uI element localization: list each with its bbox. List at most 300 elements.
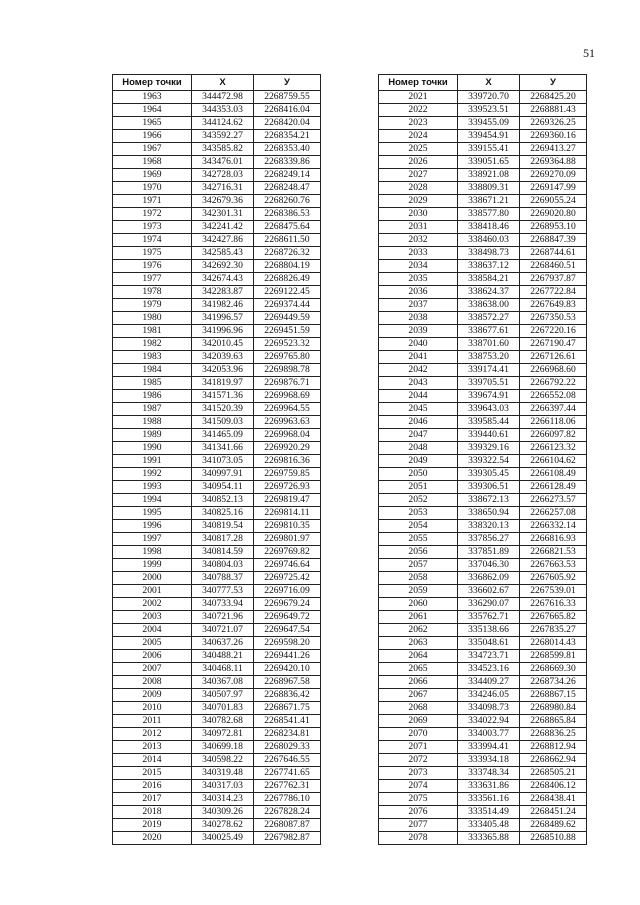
cell-x: 336862.09 bbox=[458, 572, 520, 585]
table-row bbox=[113, 559, 321, 572]
cell-point-number: 1993 bbox=[113, 481, 192, 494]
cell-x: 337046.30 bbox=[458, 559, 520, 572]
cell-x: 337856.27 bbox=[458, 533, 520, 546]
cell-point-number: 2039 bbox=[379, 325, 458, 338]
table-row bbox=[379, 403, 587, 416]
table-row bbox=[113, 273, 321, 286]
table-row bbox=[113, 468, 321, 481]
table-row bbox=[379, 741, 587, 754]
cell-point-number: 1963 bbox=[113, 91, 192, 104]
cell-x: 341465.09 bbox=[192, 429, 254, 442]
header-y: У bbox=[254, 75, 321, 91]
table-row bbox=[379, 611, 587, 624]
cell-y: 2266118.06 bbox=[520, 416, 587, 429]
cell-point-number: 2067 bbox=[379, 689, 458, 702]
cell-point-number: 1979 bbox=[113, 299, 192, 312]
cell-x: 340804.03 bbox=[192, 559, 254, 572]
table-row bbox=[113, 195, 321, 208]
table-row bbox=[113, 494, 321, 507]
cell-x: 336290.07 bbox=[458, 598, 520, 611]
cell-point-number: 2004 bbox=[113, 624, 192, 637]
cell-point-number: 2025 bbox=[379, 143, 458, 156]
table-row bbox=[113, 260, 321, 273]
cell-point-number: 2008 bbox=[113, 676, 192, 689]
cell-y: 2269679.24 bbox=[254, 598, 321, 611]
cell-x: 339720.70 bbox=[458, 91, 520, 104]
cell-point-number: 2021 bbox=[379, 91, 458, 104]
cell-point-number: 1989 bbox=[113, 429, 192, 442]
cell-y: 2266792.22 bbox=[520, 377, 587, 390]
cell-x: 340278.62 bbox=[192, 819, 254, 832]
cell-y: 2267937.87 bbox=[520, 273, 587, 286]
cell-point-number: 2063 bbox=[379, 637, 458, 650]
cell-point-number: 2037 bbox=[379, 299, 458, 312]
cell-x: 342039.63 bbox=[192, 351, 254, 364]
cell-x: 341996.57 bbox=[192, 312, 254, 325]
cell-x: 335048.61 bbox=[458, 637, 520, 650]
cell-point-number: 2041 bbox=[379, 351, 458, 364]
cell-y: 2269055.24 bbox=[520, 195, 587, 208]
cell-x: 337851.89 bbox=[458, 546, 520, 559]
cell-y: 2267190.47 bbox=[520, 338, 587, 351]
cell-point-number: 1994 bbox=[113, 494, 192, 507]
cell-point-number: 2071 bbox=[379, 741, 458, 754]
table-row bbox=[113, 611, 321, 624]
cell-y: 2268836.25 bbox=[520, 728, 587, 741]
table-row bbox=[113, 143, 321, 156]
cell-point-number: 2046 bbox=[379, 416, 458, 429]
cell-y: 2267616.33 bbox=[520, 598, 587, 611]
cell-x: 334022.94 bbox=[458, 715, 520, 728]
table-row bbox=[113, 676, 321, 689]
cell-point-number: 1976 bbox=[113, 260, 192, 273]
page-number: 51 bbox=[583, 46, 595, 60]
cell-y: 2266332.14 bbox=[520, 520, 587, 533]
cell-x: 339051.65 bbox=[458, 156, 520, 169]
cell-y: 2268744.61 bbox=[520, 247, 587, 260]
cell-point-number: 2029 bbox=[379, 195, 458, 208]
cell-y: 2269523.32 bbox=[254, 338, 321, 351]
cell-point-number: 1965 bbox=[113, 117, 192, 130]
cell-point-number: 2032 bbox=[379, 234, 458, 247]
cell-x: 338753.20 bbox=[458, 351, 520, 364]
cell-point-number: 2003 bbox=[113, 611, 192, 624]
cell-y: 2268510.88 bbox=[520, 832, 587, 845]
cell-y: 2267605.92 bbox=[520, 572, 587, 585]
cell-point-number: 2060 bbox=[379, 598, 458, 611]
cell-point-number: 2068 bbox=[379, 702, 458, 715]
cell-x: 338498.73 bbox=[458, 247, 520, 260]
table-row bbox=[379, 234, 587, 247]
cell-y: 2268087.87 bbox=[254, 819, 321, 832]
cell-point-number: 2043 bbox=[379, 377, 458, 390]
cell-x: 340468.11 bbox=[192, 663, 254, 676]
cell-x: 341819.97 bbox=[192, 377, 254, 390]
cell-point-number: 2013 bbox=[113, 741, 192, 754]
cell-y: 2267220.16 bbox=[520, 325, 587, 338]
table-row bbox=[379, 273, 587, 286]
table-row bbox=[113, 598, 321, 611]
cell-y: 2267741.65 bbox=[254, 767, 321, 780]
table-row bbox=[379, 91, 587, 104]
table-header-row bbox=[379, 75, 587, 91]
cell-y: 2268014.43 bbox=[520, 637, 587, 650]
cell-x: 340314.23 bbox=[192, 793, 254, 806]
table-row bbox=[379, 481, 587, 494]
cell-point-number: 2065 bbox=[379, 663, 458, 676]
cell-x: 340699.18 bbox=[192, 741, 254, 754]
cell-x: 334003.77 bbox=[458, 728, 520, 741]
cell-y: 2268611.50 bbox=[254, 234, 321, 247]
header-x: X bbox=[458, 75, 520, 91]
cell-y: 2269814.11 bbox=[254, 507, 321, 520]
cell-y: 2268734.26 bbox=[520, 676, 587, 689]
cell-y: 2268967.58 bbox=[254, 676, 321, 689]
table-row bbox=[379, 585, 587, 598]
header-point-number: Номер точки bbox=[379, 75, 458, 91]
table-row bbox=[113, 728, 321, 741]
cell-y: 2269759.85 bbox=[254, 468, 321, 481]
cell-point-number: 2050 bbox=[379, 468, 458, 481]
table-row bbox=[379, 468, 587, 481]
header-y: У bbox=[520, 75, 587, 91]
cell-x: 334723.71 bbox=[458, 650, 520, 663]
table-row bbox=[113, 286, 321, 299]
cell-x: 342010.45 bbox=[192, 338, 254, 351]
cell-y: 2266273.57 bbox=[520, 494, 587, 507]
cell-x: 342716.31 bbox=[192, 182, 254, 195]
cell-x: 340852.13 bbox=[192, 494, 254, 507]
cell-x: 340721.96 bbox=[192, 611, 254, 624]
cell-point-number: 1985 bbox=[113, 377, 192, 390]
cell-point-number: 2028 bbox=[379, 182, 458, 195]
cell-point-number: 2010 bbox=[113, 702, 192, 715]
table-row bbox=[113, 351, 321, 364]
table-row bbox=[113, 702, 321, 715]
table-row bbox=[379, 286, 587, 299]
cell-y: 2269819.47 bbox=[254, 494, 321, 507]
cell-point-number: 2062 bbox=[379, 624, 458, 637]
cell-point-number: 1973 bbox=[113, 221, 192, 234]
table-row bbox=[379, 624, 587, 637]
cell-point-number: 1995 bbox=[113, 507, 192, 520]
cell-point-number: 1999 bbox=[113, 559, 192, 572]
cell-y: 2269449.59 bbox=[254, 312, 321, 325]
cell-y: 2269765.80 bbox=[254, 351, 321, 364]
table-row bbox=[113, 403, 321, 416]
cell-point-number: 2019 bbox=[113, 819, 192, 832]
cell-y: 2268248.47 bbox=[254, 182, 321, 195]
cell-point-number: 2026 bbox=[379, 156, 458, 169]
cell-point-number: 2033 bbox=[379, 247, 458, 260]
cell-x: 338650.94 bbox=[458, 507, 520, 520]
cell-y: 2268354.21 bbox=[254, 130, 321, 143]
cell-x: 343476.01 bbox=[192, 156, 254, 169]
cell-y: 2269326.25 bbox=[520, 117, 587, 130]
cell-point-number: 2034 bbox=[379, 260, 458, 273]
cell-point-number: 1967 bbox=[113, 143, 192, 156]
cell-x: 344472.98 bbox=[192, 91, 254, 104]
cell-point-number: 2002 bbox=[113, 598, 192, 611]
cell-y: 2268671.75 bbox=[254, 702, 321, 715]
cell-point-number: 1997 bbox=[113, 533, 192, 546]
cell-x: 340777.53 bbox=[192, 585, 254, 598]
cell-point-number: 2001 bbox=[113, 585, 192, 598]
cell-y: 2267126.61 bbox=[520, 351, 587, 364]
cell-y: 2266816.93 bbox=[520, 533, 587, 546]
table-row bbox=[379, 715, 587, 728]
cell-x: 340637.26 bbox=[192, 637, 254, 650]
cell-x: 340814.59 bbox=[192, 546, 254, 559]
cell-x: 339329.16 bbox=[458, 442, 520, 455]
cell-point-number: 2018 bbox=[113, 806, 192, 819]
cell-point-number: 2077 bbox=[379, 819, 458, 832]
table-row bbox=[379, 832, 587, 845]
cell-y: 2269270.09 bbox=[520, 169, 587, 182]
cell-y: 2267665.82 bbox=[520, 611, 587, 624]
cell-point-number: 2011 bbox=[113, 715, 192, 728]
cell-x: 339643.03 bbox=[458, 403, 520, 416]
cell-point-number: 2007 bbox=[113, 663, 192, 676]
cell-point-number: 1984 bbox=[113, 364, 192, 377]
cell-y: 2268599.81 bbox=[520, 650, 587, 663]
table-row bbox=[379, 533, 587, 546]
cell-point-number: 2030 bbox=[379, 208, 458, 221]
cell-y: 2269801.97 bbox=[254, 533, 321, 546]
cell-y: 2268420.04 bbox=[254, 117, 321, 130]
table-row bbox=[379, 676, 587, 689]
cell-x: 339306.51 bbox=[458, 481, 520, 494]
cell-y: 2266397.44 bbox=[520, 403, 587, 416]
cell-x: 339523.51 bbox=[458, 104, 520, 117]
cell-y: 2268953.10 bbox=[520, 221, 587, 234]
cell-point-number: 1991 bbox=[113, 455, 192, 468]
cell-y: 2269441.26 bbox=[254, 650, 321, 663]
cell-y: 2267762.31 bbox=[254, 780, 321, 793]
table-row bbox=[113, 546, 321, 559]
cell-point-number: 2055 bbox=[379, 533, 458, 546]
table-row bbox=[379, 780, 587, 793]
cell-y: 2268541.41 bbox=[254, 715, 321, 728]
cell-y: 2267539.01 bbox=[520, 585, 587, 598]
cell-y: 2269725.42 bbox=[254, 572, 321, 585]
cell-point-number: 2051 bbox=[379, 481, 458, 494]
cell-y: 2269716.09 bbox=[254, 585, 321, 598]
table-row bbox=[379, 689, 587, 702]
cell-point-number: 2070 bbox=[379, 728, 458, 741]
cell-y: 2268847.39 bbox=[520, 234, 587, 247]
cell-point-number: 2000 bbox=[113, 572, 192, 585]
cell-y: 2268438.41 bbox=[520, 793, 587, 806]
table-row bbox=[113, 663, 321, 676]
table-row bbox=[379, 338, 587, 351]
table-row bbox=[379, 143, 587, 156]
table-row bbox=[379, 247, 587, 260]
cell-x: 340819.54 bbox=[192, 520, 254, 533]
cell-y: 2269963.63 bbox=[254, 416, 321, 429]
cell-x: 340507.97 bbox=[192, 689, 254, 702]
cell-point-number: 2064 bbox=[379, 650, 458, 663]
cell-x: 338320.13 bbox=[458, 520, 520, 533]
cell-y: 2268249.14 bbox=[254, 169, 321, 182]
header-x: X bbox=[192, 75, 254, 91]
table-row bbox=[379, 767, 587, 780]
cell-x: 340317.03 bbox=[192, 780, 254, 793]
cell-x: 341571.36 bbox=[192, 390, 254, 403]
cell-x: 339674.91 bbox=[458, 390, 520, 403]
cell-point-number: 1990 bbox=[113, 442, 192, 455]
cell-point-number: 1964 bbox=[113, 104, 192, 117]
cell-x: 338701.60 bbox=[458, 338, 520, 351]
table-row bbox=[379, 351, 587, 364]
cell-x: 333994.41 bbox=[458, 741, 520, 754]
cell-x: 335762.71 bbox=[458, 611, 520, 624]
cell-y: 2268339.86 bbox=[254, 156, 321, 169]
cell-y: 2269360.16 bbox=[520, 130, 587, 143]
table-row bbox=[113, 156, 321, 169]
cell-point-number: 2061 bbox=[379, 611, 458, 624]
cell-y: 2269413.27 bbox=[520, 143, 587, 156]
cell-point-number: 2047 bbox=[379, 429, 458, 442]
cell-point-number: 2066 bbox=[379, 676, 458, 689]
cell-point-number: 2072 bbox=[379, 754, 458, 767]
cell-x: 342283.87 bbox=[192, 286, 254, 299]
table-row bbox=[379, 520, 587, 533]
cell-point-number: 2024 bbox=[379, 130, 458, 143]
table-row bbox=[113, 364, 321, 377]
table-row bbox=[379, 507, 587, 520]
table-row bbox=[379, 195, 587, 208]
table-row bbox=[113, 91, 321, 104]
table-row bbox=[113, 338, 321, 351]
cell-point-number: 2044 bbox=[379, 390, 458, 403]
cell-x: 339440.61 bbox=[458, 429, 520, 442]
cell-y: 2269451.59 bbox=[254, 325, 321, 338]
cell-point-number: 2059 bbox=[379, 585, 458, 598]
cell-point-number: 1980 bbox=[113, 312, 192, 325]
cell-y: 2268726.32 bbox=[254, 247, 321, 260]
table-row bbox=[113, 819, 321, 832]
cell-point-number: 2031 bbox=[379, 221, 458, 234]
table-row bbox=[113, 325, 321, 338]
cell-x: 338624.37 bbox=[458, 286, 520, 299]
table-row bbox=[113, 481, 321, 494]
cell-point-number: 2076 bbox=[379, 806, 458, 819]
cell-x: 339455.09 bbox=[458, 117, 520, 130]
table-row bbox=[379, 182, 587, 195]
table-row bbox=[379, 754, 587, 767]
table-row bbox=[113, 429, 321, 442]
table-row bbox=[379, 442, 587, 455]
cell-point-number: 2036 bbox=[379, 286, 458, 299]
table-row bbox=[379, 221, 587, 234]
cell-point-number: 1992 bbox=[113, 468, 192, 481]
cell-point-number: 1975 bbox=[113, 247, 192, 260]
cell-y: 2269968.69 bbox=[254, 390, 321, 403]
cell-x: 340817.28 bbox=[192, 533, 254, 546]
cell-x: 344353.03 bbox=[192, 104, 254, 117]
cell-point-number: 1998 bbox=[113, 546, 192, 559]
table-row bbox=[379, 559, 587, 572]
cell-y: 2268669.30 bbox=[520, 663, 587, 676]
table-row bbox=[113, 208, 321, 221]
cell-x: 339155.41 bbox=[458, 143, 520, 156]
cell-x: 342692.30 bbox=[192, 260, 254, 273]
table-row bbox=[113, 377, 321, 390]
cell-x: 333934.18 bbox=[458, 754, 520, 767]
cell-point-number: 1983 bbox=[113, 351, 192, 364]
cell-x: 334098.73 bbox=[458, 702, 520, 715]
cell-x: 333514.49 bbox=[458, 806, 520, 819]
cell-y: 2269964.55 bbox=[254, 403, 321, 416]
cell-y: 2266257.08 bbox=[520, 507, 587, 520]
table-row bbox=[379, 312, 587, 325]
table-row bbox=[113, 832, 321, 845]
cell-point-number: 1969 bbox=[113, 169, 192, 182]
table-row bbox=[113, 741, 321, 754]
cell-point-number: 2006 bbox=[113, 650, 192, 663]
cell-point-number: 1977 bbox=[113, 273, 192, 286]
cell-y: 2269816.36 bbox=[254, 455, 321, 468]
cell-x: 340972.81 bbox=[192, 728, 254, 741]
cell-x: 341341.66 bbox=[192, 442, 254, 455]
table-row bbox=[113, 247, 321, 260]
table-row bbox=[113, 793, 321, 806]
cell-y: 2267786.10 bbox=[254, 793, 321, 806]
cell-point-number: 1996 bbox=[113, 520, 192, 533]
table-row bbox=[379, 546, 587, 559]
cell-x: 333748.34 bbox=[458, 767, 520, 780]
table-row bbox=[379, 728, 587, 741]
cell-point-number: 2073 bbox=[379, 767, 458, 780]
cell-y: 2268836.42 bbox=[254, 689, 321, 702]
cell-point-number: 2058 bbox=[379, 572, 458, 585]
cell-x: 338418.46 bbox=[458, 221, 520, 234]
cell-x: 336602.67 bbox=[458, 585, 520, 598]
cell-x: 338637.12 bbox=[458, 260, 520, 273]
cell-point-number: 2009 bbox=[113, 689, 192, 702]
cell-y: 2267350.53 bbox=[520, 312, 587, 325]
cell-x: 341520.39 bbox=[192, 403, 254, 416]
cell-x: 338577.80 bbox=[458, 208, 520, 221]
cell-x: 339174.41 bbox=[458, 364, 520, 377]
cell-x: 342241.42 bbox=[192, 221, 254, 234]
table-row bbox=[379, 455, 587, 468]
cell-x: 340782.68 bbox=[192, 715, 254, 728]
cell-point-number: 2075 bbox=[379, 793, 458, 806]
cell-y: 2269968.04 bbox=[254, 429, 321, 442]
cell-y: 2269920.29 bbox=[254, 442, 321, 455]
table-row bbox=[379, 494, 587, 507]
cell-y: 2268029.33 bbox=[254, 741, 321, 754]
table-row bbox=[113, 507, 321, 520]
table-row bbox=[113, 520, 321, 533]
cell-y: 2269020.80 bbox=[520, 208, 587, 221]
cell-x: 333631.86 bbox=[458, 780, 520, 793]
table-row bbox=[113, 182, 321, 195]
cell-x: 339705.51 bbox=[458, 377, 520, 390]
cell-x: 341509.03 bbox=[192, 416, 254, 429]
cell-point-number: 1986 bbox=[113, 390, 192, 403]
table-row bbox=[379, 806, 587, 819]
cell-x: 342427.86 bbox=[192, 234, 254, 247]
cell-y: 2268416.04 bbox=[254, 104, 321, 117]
cell-x: 340788.37 bbox=[192, 572, 254, 585]
table-row bbox=[379, 598, 587, 611]
cell-x: 338809.31 bbox=[458, 182, 520, 195]
cell-point-number: 1966 bbox=[113, 130, 192, 143]
table-row bbox=[113, 754, 321, 767]
